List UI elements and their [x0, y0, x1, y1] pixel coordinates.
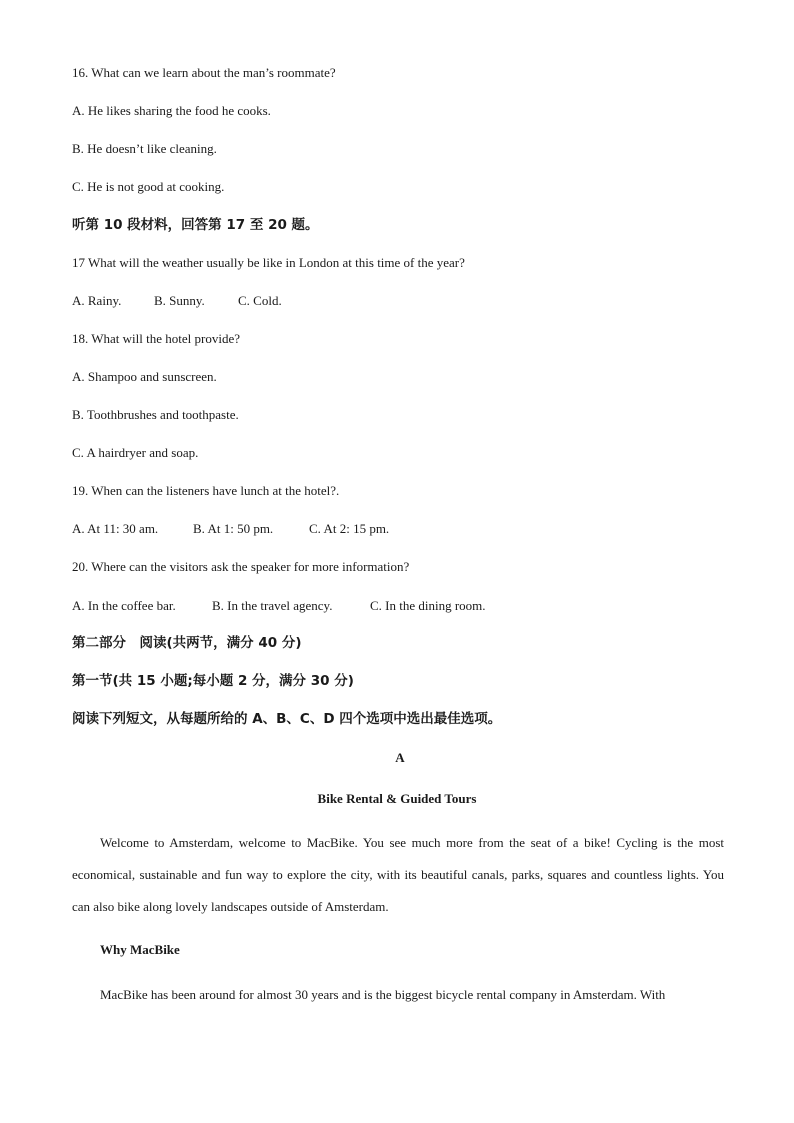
q20-options	[72, 598, 486, 614]
q16-option-b: B. He doesn’t like cleaning.	[72, 141, 217, 156]
question-19: 19. When can the listeners have lunch at the hotel?.	[72, 483, 340, 498]
reading-section-title: 第一节(共 15 小题;每小题 2 分，满分 30 分)	[72, 673, 354, 689]
question-20: 20. Where can the visitors ask the speaker for more information?	[72, 559, 410, 574]
q16-option-a: A. He likes sharing the food he cooks.	[72, 103, 271, 118]
passage-title: Bike Rental & Guided Tours	[317, 791, 477, 806]
q17-option-a: A. Rainy.	[72, 293, 122, 308]
q20-option-a: A. In the coffee bar.	[72, 598, 176, 613]
q17-option-b: B. Sunny.	[154, 293, 205, 308]
q18-option-a: A. Shampoo and sunscreen.	[72, 369, 217, 384]
q17-option-c: C. Cold.	[238, 293, 282, 308]
section-10-instruction: 听第 10 段材料，回答第 17 至 20 题。	[72, 217, 319, 233]
passage-paragraph-2: MacBike has been around for almost 30 years and is the biggest bicycle rental company in Amsterdam. With	[100, 987, 666, 1002]
q18-option-c: C. A hairdryer and soap.	[72, 445, 199, 460]
passage-letter: A	[395, 750, 405, 765]
question-16: 16. What can we learn about the man’s roommate?	[72, 65, 336, 80]
passage-subheading: Why MacBike	[100, 942, 180, 957]
q19-option-c: C. At 2: 15 pm.	[309, 521, 390, 536]
reading-instruction: 阅读下列短文，从每题所给的 A、B、C、D 四个选项中选出最佳选项。	[72, 711, 502, 727]
passage-paragraph-1: Welcome to Amsterdam, welcome to MacBike. You see much more from the seat of a bike! Cycling is the most economical, sustainable and fun way to explore the city, with its beautiful canals, parks, squares and countless lights. You can also bike along lovely landscapes outside of Amsterdam.	[72, 835, 724, 914]
q17-options	[72, 293, 282, 309]
question-18: 18. What will the hotel provide?	[72, 331, 240, 346]
q16-option-c: C. He is not good at cooking.	[72, 179, 225, 194]
q20-option-b: B. In the travel agency.	[212, 598, 333, 613]
q19-options	[72, 521, 389, 537]
q20-option-c: C. In the dining room.	[370, 598, 486, 613]
q19-option-b: B. At 1: 50 pm.	[193, 521, 274, 536]
reading-part-title: 第二部分 阅读(共两节，满分 40 分)	[72, 635, 302, 651]
q19-option-a: A. At 11: 30 am.	[72, 521, 159, 536]
q18-option-b: B. Toothbrushes and toothpaste.	[72, 407, 239, 422]
question-17: 17 What will the weather usually be like in London at this time of the year?	[72, 255, 465, 270]
